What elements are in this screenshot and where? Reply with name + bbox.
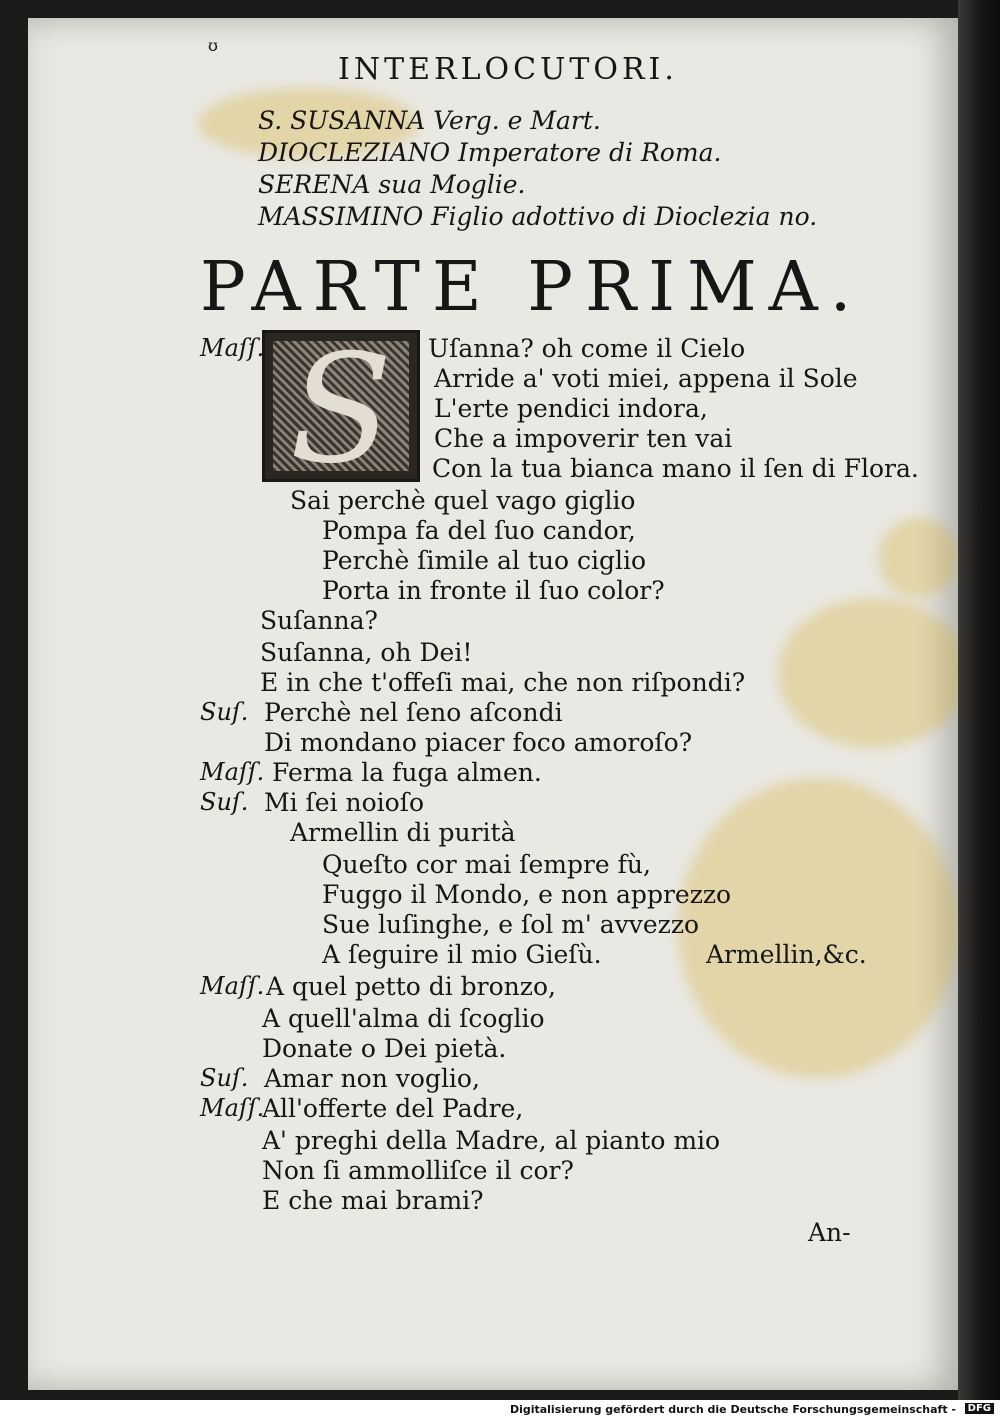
- verse-line: Non ſi ammolliſce il cor?: [262, 1156, 574, 1185]
- verse-line: Suſanna, oh Dei!: [260, 638, 473, 667]
- verse-line: Che a impoverir ten vai: [434, 424, 733, 453]
- verse-line: A' preghi della Madre, al pianto mio: [262, 1126, 721, 1155]
- dfg-logo: DFG: [965, 1403, 994, 1414]
- cast-line: MASSIMINO Figlio adottivo di Dioclezia no.: [258, 202, 818, 231]
- cast-line: S. SUSANNA Verg. e Mart.: [258, 106, 601, 135]
- verse-line: Ferma la fuga almen.: [272, 758, 542, 787]
- verse-line: Sue luſinghe, e ſol m' avvezzo: [322, 910, 700, 939]
- speaker-label: Suſ.: [200, 788, 249, 816]
- verse-line: Con la tua bianca mano il ſen di Flora.: [432, 454, 919, 483]
- verse-line: Arride a' voti miei, appena il Sole: [434, 364, 858, 393]
- speaker-label: Maſſ.: [200, 758, 265, 786]
- catchword: An-: [808, 1218, 851, 1247]
- verse-line: Perchè ſimile al tuo ciglio: [322, 546, 647, 575]
- verse-line: Amar non voglio,: [264, 1064, 480, 1093]
- verse-line: Sai perchè quel vago giglio: [290, 486, 636, 515]
- verse-line: All'offerte del Padre,: [262, 1094, 524, 1123]
- initial-letter: S: [289, 323, 393, 497]
- footer-credit: Digitalisierung gefördert durch die Deutsche Forschungsgemeinschaft -: [509, 1403, 956, 1416]
- verse-line: L'erte pendici indora,: [434, 394, 708, 423]
- verse-line: Queſto cor mai ſempre fù,: [322, 850, 651, 879]
- book-spine-edge: [958, 0, 1000, 1400]
- verse-line: A ſeguire il mio Gieſù.: [322, 940, 602, 969]
- verse-line: Porta in fronte il ſuo color?: [322, 576, 665, 605]
- verse-line: A quell'alma di ſcoglio: [262, 1004, 545, 1033]
- verse-line: A quel petto di bronzo,: [266, 972, 556, 1001]
- aria-cue: Armellin,&c.: [706, 940, 867, 969]
- speaker-label: Suſ.: [200, 1064, 249, 1092]
- verse-line: Uſanna? oh come il Cielo: [428, 334, 746, 363]
- digitization-footer: [0, 1400, 1000, 1420]
- verse-line: E che mai brami?: [262, 1186, 484, 1215]
- water-stain: [778, 598, 968, 748]
- speaker-label: Maſſ.: [200, 972, 265, 1000]
- verse-line: Mi ſei noioſo: [264, 788, 425, 817]
- water-stain: [878, 518, 958, 598]
- verse-line: Di mondano piacer foco amoroſo?: [264, 728, 693, 757]
- decorated-initial: [262, 323, 420, 497]
- cast-line: DIOCLEZIANO Imperatore di Roma.: [258, 138, 722, 167]
- verse-line: Armellin di purità: [290, 818, 516, 847]
- speaker-label: Maſſ.: [200, 334, 265, 362]
- heading-interlocutori: INTERLOCUTORI.: [338, 52, 678, 87]
- verse-line: E in che t'offeſi mai, che non riſpondi?: [260, 668, 746, 697]
- water-stain: [678, 778, 958, 1078]
- verse-line: Perchè nel ſeno aſcondi: [264, 698, 563, 727]
- verse-line: Suſanna?: [260, 606, 378, 635]
- verse-line: Fuggo il Mondo, e non apprezzo: [322, 880, 732, 909]
- speaker-label: Maſſ.: [200, 1094, 265, 1122]
- verse-line: Donate o Dei pietà.: [262, 1034, 507, 1063]
- cast-line: SERENA sua Moglie.: [258, 170, 526, 199]
- speaker-label: Suſ.: [200, 698, 249, 726]
- corner-mark: ʊ: [208, 36, 218, 55]
- verse-line: Pompa fa del ſuo candor,: [322, 516, 636, 545]
- part-title: PARTE PRIMA.: [200, 248, 864, 327]
